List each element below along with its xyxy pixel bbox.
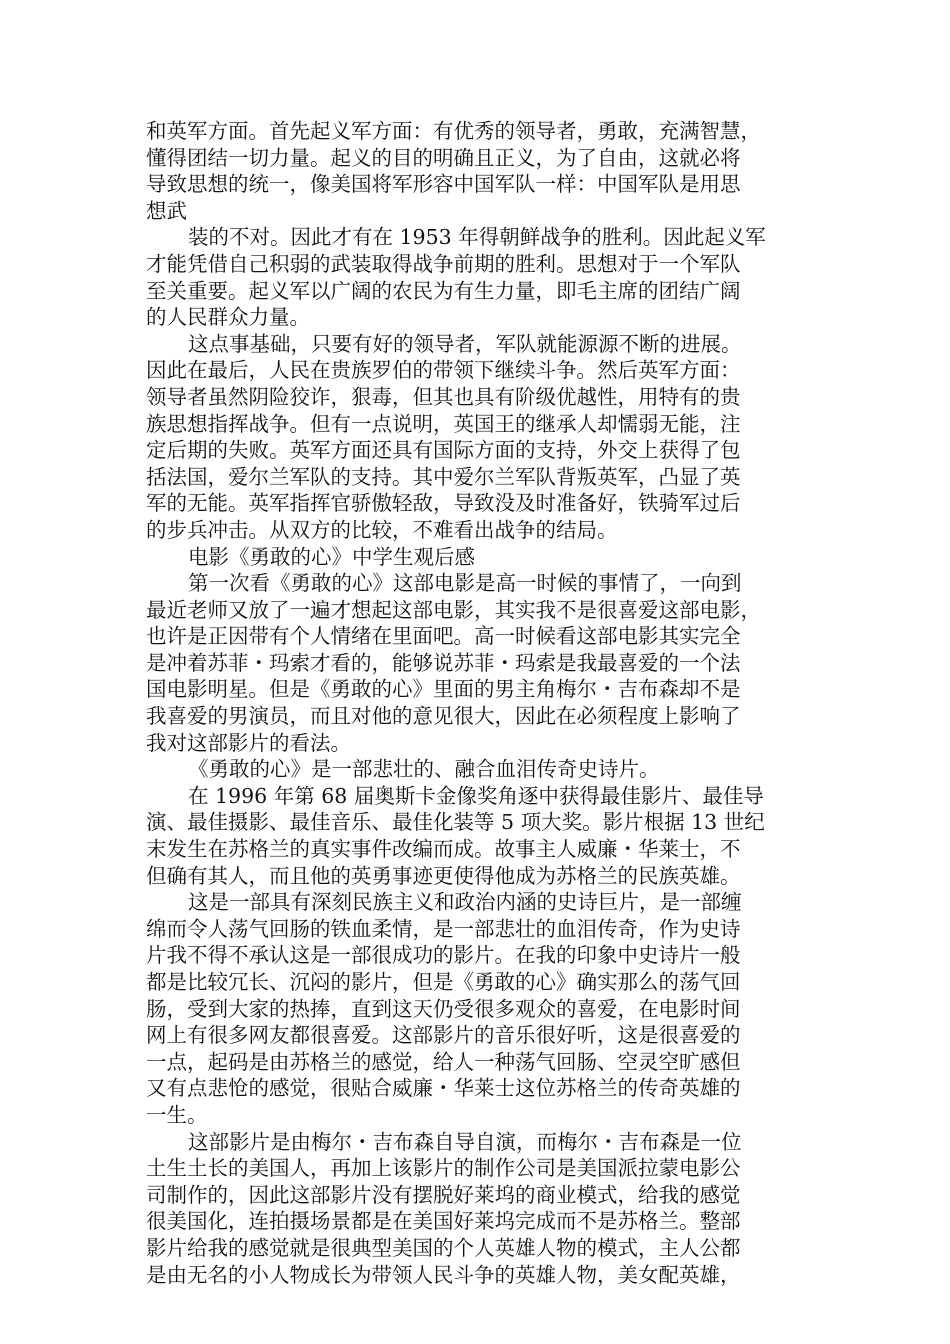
text-line: 我对这部影片的看法。 [146,730,351,755]
text-line: 电影《勇敢的心》中学生观后感 [188,544,475,569]
text-line: 第一次看《勇敢的心》这部电影是高一时候的事情了，一向到 [188,571,742,596]
text-line: 族思想指挥战争。但有一点说明，英国王的继承人却懦弱无能，注 [146,411,741,436]
text-line: 《勇敢的心》是一部悲壮的、融合血泪传奇史诗片。 [188,757,660,782]
text-line: 都是比较冗长、沉闷的影片，但是《勇敢的心》确实那么的荡气回 [146,970,741,994]
paragraph [146,1129,810,1289]
text-line: 括法国，爱尔兰军队的支持。其中爱尔兰军队背叛英军，凸显了英 [146,464,741,489]
text-line: 这部影片是由梅尔・吉布森自导自演，而梅尔・吉布森是一位 [188,1129,742,1154]
text-line: 一点，起码是由苏格兰的感觉，给人一种荡气回肠、空灵空旷感但 [146,1049,741,1074]
paragraph [146,783,810,889]
text-line: 这是一部具有深刻民族主义和政治内涵的史诗巨片，是一部缠 [188,890,742,915]
text-line: 绵而令人荡气回肠的铁血柔情，是一部悲壮的血泪传奇，作为史诗 [146,916,741,941]
text-line: 很美国化，连拍摄场景都是在美国好莱坞完成而不是苏格兰。整部 [146,1209,741,1234]
text-line: 才能凭借自己积弱的武装取得战争前期的胜利。思想对于一个军队 [146,251,741,276]
text-line: 军的无能。英军指挥官骄傲轻敌，导致没及时准备好，铁骑军过后 [146,491,741,516]
paragraph [146,331,810,544]
document-page [146,118,810,1288]
text-line: 但确有其人，而且他的英勇事迹更使得他成为苏格兰的民族英雄。 [146,863,741,888]
text-line: 国电影明星。但是《勇敢的心》里面的男主角梅尔・吉布森却不是 [146,677,741,702]
text-line: 想武 [146,198,187,223]
text-line: 至关重要。起义军以广阔的农民为有生力量，即毛主席的团结广阔 [146,278,741,303]
text-line: 和英军方面。首先起义军方面：有优秀的领导者，勇敢，充满智慧， [146,119,761,143]
text-line: 我喜爱的男演员，而且对他的意见很大，因此在必须程度上影响了 [146,704,741,729]
text-line: 影片给我的感觉就是很典型美国的个人英雄人物的模式，主人公都 [146,1235,741,1260]
paragraph [146,889,810,1128]
text-line: 导致思想的统一，像美国将军形容中国军队一样：中国军队是用思 [146,172,741,197]
text-line: 的人民群众力量。 [146,305,310,330]
text-line: 懂得团结一切力量。起义的目的明确且正义，为了自由，这就必将 [146,145,741,170]
text-line: 司制作的，因此这部影片没有摆脱好莱坞的商业模式，给我的感觉 [146,1182,741,1207]
text-line: 是冲着苏菲・玛索才看的，能够说苏菲・玛索是我最喜爱的一个法 [146,650,741,675]
text-line: 因此在最后，人民在贵族罗伯的带领下继续斗争。然后英军方面： [146,358,741,383]
text-line: 这点事基础，只要有好的领导者，军队就能源源不断的进展。 [188,331,742,356]
paragraph [146,544,810,571]
text-line: 片我不得不承认这是一部很成功的影片。在我的印象中史诗片一般 [146,943,741,968]
text-line: 也许是正因带有个人情绪在里面吧。高一时候看这部电影其实完全 [146,624,741,649]
text-line: 最近老师又放了一遍才想起这部电影，其实我不是很喜爱这部电影， [146,597,761,622]
paragraph [146,224,810,330]
text-line: 装的不对。因此才有在 1953 年得朝鲜战争的胜利。因此起义军 [188,225,766,250]
text-line: 末发生在苏格兰的真实事件改编而成。故事主人威廉・华莱士，不 [146,837,741,862]
text-line: 网上有很多网友都很喜爱。这部影片的音乐很好听，这是很喜爱的 [146,1023,741,1048]
paragraph [146,756,810,783]
paragraph [146,118,810,224]
text-line: 土生土长的美国人，再加上该影片的制作公司是美国派拉蒙电影公 [146,1156,741,1181]
text-line: 一生。 [146,1102,208,1127]
paragraph [146,570,810,756]
text-line: 在 1996 年第 68 届奥斯卡金像奖角逐中获得最佳影片、最佳导 [188,783,764,808]
text-line: 演、最佳摄影、最佳音乐、最佳化装等 5 项大奖。影片根据 13 世纪 [146,810,765,835]
text-line: 定后期的失败。英军方面还具有国际方面的支持，外交上获得了包 [146,438,741,463]
text-line: 领导者虽然阴险狡诈，狠毒，但其也具有阶级优越性，用特有的贵 [146,384,741,409]
text-line: 的步兵冲击。从双方的比较，不难看出战争的结局。 [146,517,618,542]
text-line: 又有点悲怆的感觉，很贴合威廉・华莱士这位苏格兰的传奇英雄的 [146,1076,741,1101]
text-line: 是由无名的小人物成长为带领人民斗争的英雄人物，美女配英雄， [146,1262,741,1287]
text-line: 肠，受到大家的热捧，直到这天仍受很多观众的喜爱，在电影时间 [146,996,741,1021]
